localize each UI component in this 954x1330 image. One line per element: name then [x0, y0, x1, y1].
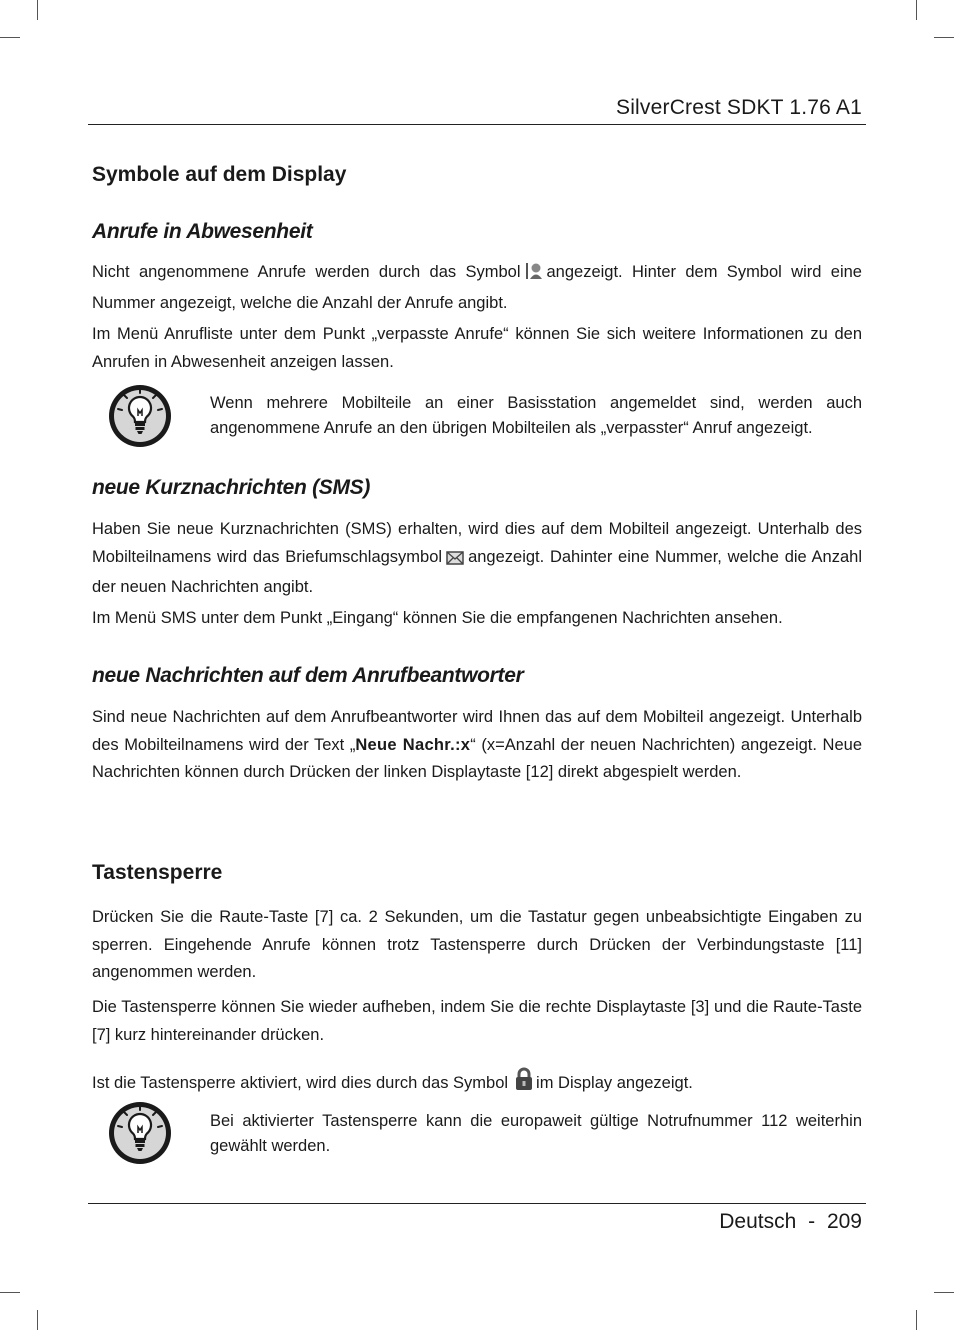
lightbulb-tip-icon	[107, 1100, 173, 1166]
text: Haben Sie neue Kurznachrichten (SMS) erhalten, wird dies auf dem Mobilteil angezeigt. Unterhalb des Mobilteilnamens wird das Briefumschlagsymbol	[92, 520, 862, 566]
text: angezeigt. Hinter dem Symbol wird eine Nummer angezeigt, welche die Anzahl der Anrufe angibt.	[92, 263, 862, 312]
text: im Display angezeigt.	[536, 1074, 693, 1092]
paragraph-sms-1	[92, 516, 862, 602]
lightbulb-tip-icon	[107, 383, 173, 449]
paragraph-keylock-3	[92, 1067, 862, 1101]
footer-language: Deutsch	[719, 1210, 797, 1233]
text: “ (x=Anzahl der neuen Nachrichten) angezeigt. Neue Nachrichten können durch Drücken der linken Displaytaste [12] direkt abgespielt werden.	[92, 735, 862, 781]
envelope-icon	[446, 547, 464, 575]
text: angezeigt. Dahinter eine Nummer, welche die Anzahl der neuen Nachrichten angibt.	[92, 547, 862, 596]
crop-mark	[916, 1310, 917, 1330]
heading-missed-calls: Anrufe in Abwesenheit	[92, 220, 313, 243]
text: Sind neue Nachrichten auf dem Anrufbeantworter wird Ihnen das auf dem Mobilteil angezeigt. Unterhalb des Mobilteilnamens wird der Text „	[92, 708, 862, 754]
paragraph-keylock-1: Drücken Sie die Raute-Taste [7] ca. 2 Sekunden, um die Tastatur gegen unbeabsichtigte Eingaben zu sperren. Eingehende Anrufe können trotz Tastensperre durch Drücken der Verbindungstaste [11] angenommen werden.	[92, 908, 862, 981]
text: Nicht angenommene Anrufe werden durch das Symbol	[92, 263, 521, 281]
paragraph-missed-calls-2: Im Menü Anrufliste unter dem Punkt „verpasste Anrufe“ können Sie sich weitere Informationen zu den Anrufen in Abwesenheit anzeigen lassen.	[92, 325, 862, 371]
page-header	[88, 92, 866, 125]
heading-sms: neue Kurznachrichten (SMS)	[92, 476, 371, 499]
header-title: SilverCrest SDKT 1.76 A1	[615, 96, 862, 119]
tip-note-missed-calls: Wenn mehrere Mobilteile an einer Basisstation angemeldet sind, werden auch angenommene Anrufe an den übrigen Mobilteilen als „verpasster“ Anruf angezeigt.	[210, 394, 862, 437]
heading-answering-machine: neue Nachrichten auf dem Anrufbeantworter	[92, 664, 524, 687]
paragraph-missed-calls-1	[92, 259, 862, 317]
crop-mark	[0, 1292, 20, 1293]
paragraph-answering-machine	[92, 704, 862, 787]
paragraph-sms-2: Im Menü SMS unter dem Punkt „Eingang“ können Sie die empfangenen Nachrichten ansehen.	[92, 609, 783, 627]
footer-separator: -	[808, 1210, 816, 1233]
crop-mark	[0, 37, 20, 38]
footer-rule	[88, 1203, 866, 1204]
section-heading-symbols: Symbole auf dem Display	[92, 163, 347, 186]
page-number: 209	[826, 1210, 862, 1233]
paragraph-keylock-2: Die Tastensperre können Sie wieder aufheben, indem Sie die rechte Displaytaste [3] und die Raute-Taste [7] kurz hintereinander drücken.	[92, 998, 862, 1044]
missed-call-icon	[525, 262, 543, 290]
crop-mark	[916, 0, 917, 20]
crop-mark	[37, 0, 38, 20]
crop-mark	[934, 1292, 954, 1293]
tip-note-keylock: Bei aktivierter Tastensperre kann die europaweit gültige Notrufnummer 112 weiterhin gewählt werden.	[210, 1112, 862, 1155]
text: Ist die Tastensperre aktiviert, wird dies durch das Symbol	[92, 1074, 509, 1092]
heading-keylock: Tastensperre	[92, 861, 223, 884]
lock-icon	[514, 1067, 534, 1101]
display-text-new-messages: Neue Nachr.:x	[355, 735, 471, 754]
crop-mark	[934, 37, 954, 38]
page-footer	[719, 1210, 862, 1234]
crop-mark	[37, 1310, 38, 1330]
